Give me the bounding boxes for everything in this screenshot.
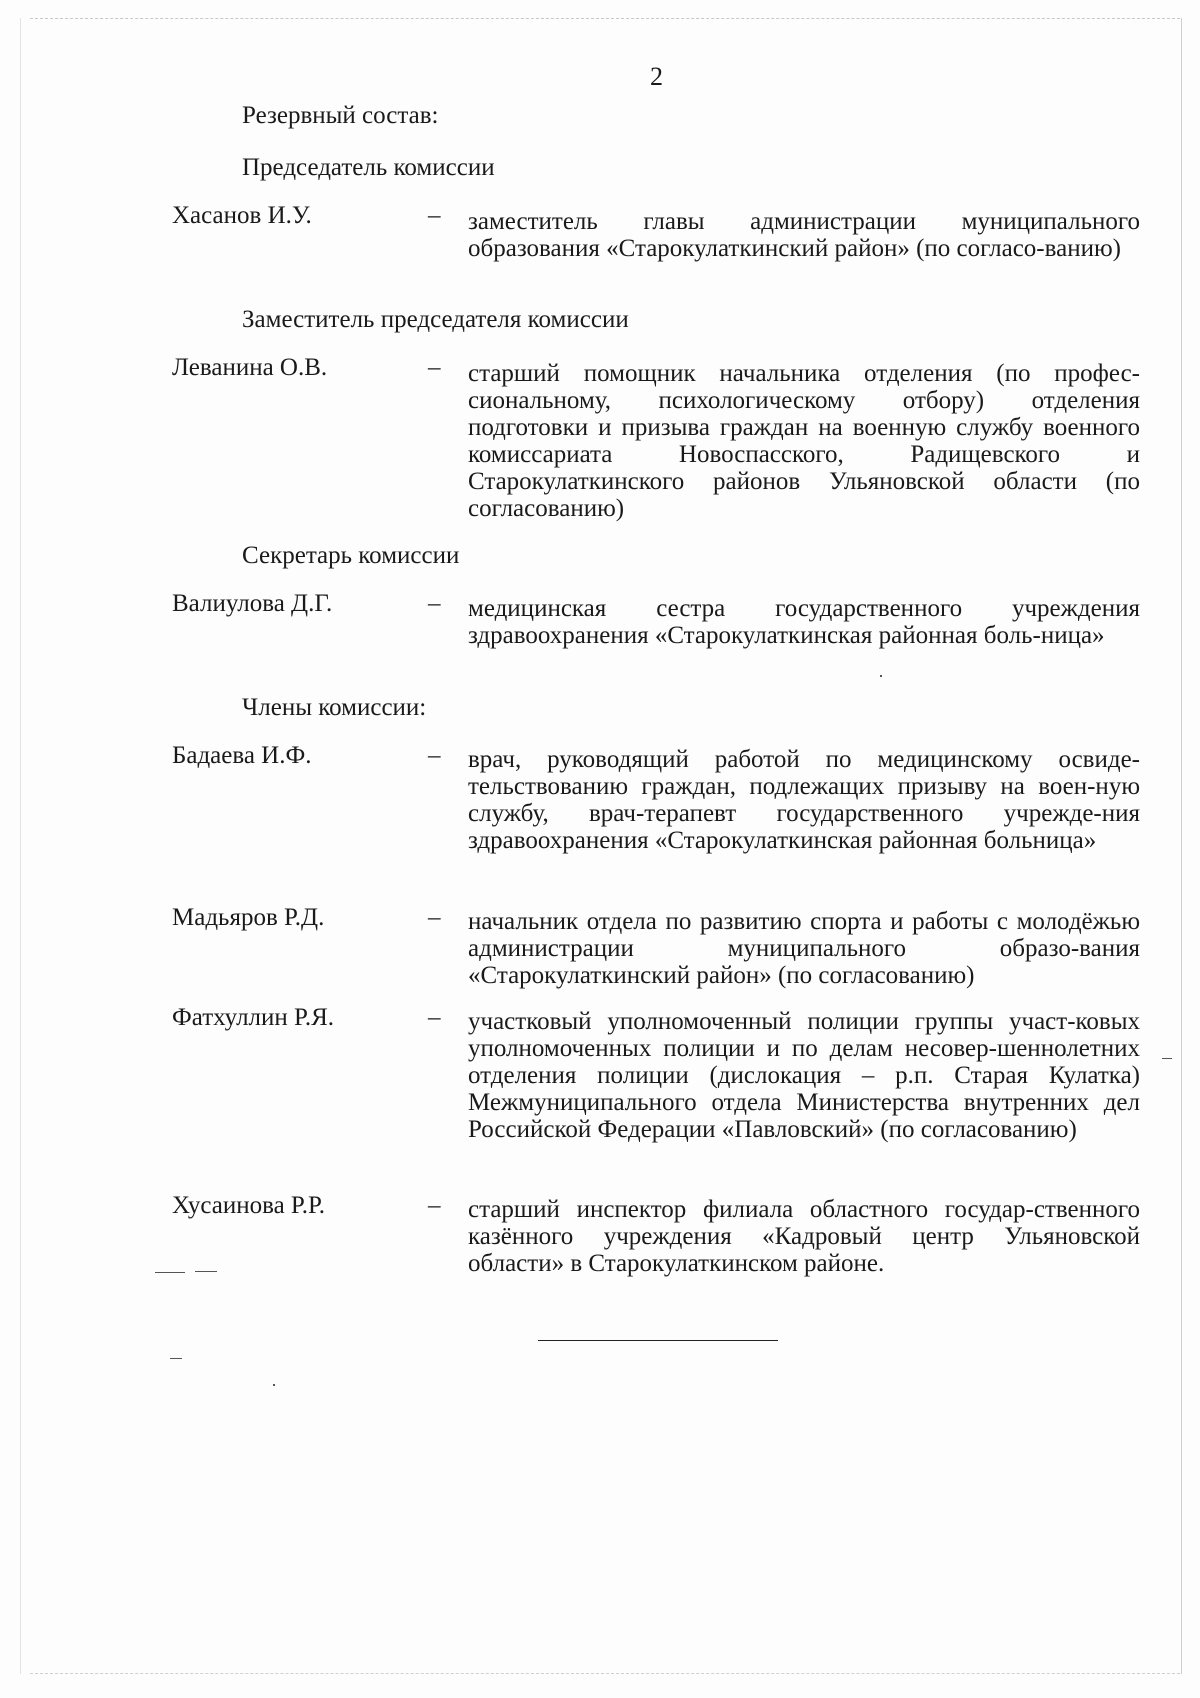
section-heading-members: Члены комиссии: bbox=[242, 694, 427, 721]
scan-edge-left bbox=[20, 18, 21, 1674]
dash-separator: – bbox=[428, 742, 441, 769]
dash-separator: – bbox=[428, 590, 441, 617]
member-name: Хусаинова Р.Р. bbox=[172, 1192, 325, 1219]
section-heading-deputy: Заместитель председателя комиссии bbox=[242, 306, 629, 333]
section-heading-reserve: Резервный состав: bbox=[242, 102, 439, 129]
member-name: Валиулова Д.Г. bbox=[172, 590, 333, 617]
end-rule bbox=[538, 1340, 778, 1341]
member-description: участковый уполномоченный полиции группы участ-ковых уполномоченных полиции и по делам несовер-шеннолетних отделения полиции (дислокация – р.п. Старая Кулатка) Межмуниципального отдела Министерства внутренних дел Российской Федерации «Павловский» (по согласованию) bbox=[468, 1008, 1140, 1143]
scan-speck bbox=[195, 1271, 217, 1272]
dash-separator: – bbox=[428, 202, 441, 229]
member-description: медицинская сестра государственного учреждения здравоохранения «Старокулаткинская районная боль-ница» bbox=[468, 595, 1140, 649]
member-description: начальник отдела по развитию спорта и работы с молодёжью администрации муниципального образо-вания «Старокулаткинский район» (по согласованию) bbox=[468, 908, 1140, 989]
dash-separator: – bbox=[428, 904, 441, 931]
page-number: 2 bbox=[650, 62, 663, 91]
dash-separator: – bbox=[428, 1004, 441, 1031]
member-name: Хасанов И.У. bbox=[172, 202, 312, 229]
section-heading-secretary: Секретарь комиссии bbox=[242, 542, 460, 569]
scan-speck bbox=[1162, 1058, 1172, 1059]
dash-separator: – bbox=[428, 354, 441, 381]
member-description: врач, руководящий работой по медицинскому освиде-тельствованию граждан, подлежащих призыву на воен-ную службу, врач-терапевт государственного учрежде-ния здравоохранения «Старокулаткинская районная больница» bbox=[468, 746, 1140, 854]
member-description: заместитель главы администрации муниципального образования «Старокулаткинский район» (по согласо-ванию) bbox=[468, 208, 1140, 262]
member-name: Фатхуллин Р.Я. bbox=[172, 1004, 334, 1031]
member-description: старший инспектор филиала областного государ-ственного казённого учреждения «Кадровый центр Ульяновской области» в Старокулаткинском районе. bbox=[468, 1196, 1140, 1277]
member-name: Мадьяров Р.Д. bbox=[172, 904, 325, 931]
section-heading-chairman: Председатель комиссии bbox=[242, 154, 495, 181]
scan-edge-right bbox=[1181, 18, 1182, 1674]
scan-speck bbox=[155, 1272, 185, 1273]
scan-speck bbox=[170, 1358, 182, 1359]
member-name: Бадаева И.Ф. bbox=[172, 742, 312, 769]
member-name: Леванина О.В. bbox=[172, 354, 328, 381]
scan-edge-top bbox=[30, 18, 1180, 19]
scan-edge-bottom bbox=[30, 1673, 1180, 1674]
scan-speck bbox=[273, 1384, 275, 1386]
scan-speck bbox=[880, 675, 882, 677]
member-description: старший помощник начальника отделения (по профес-сиональному, психологическому отбору) отделения подготовки и призыва граждан на военную службу военного комиссариата Новоспасского, Радищевского и Старокулаткинского районов Ульяновской области (по согласованию) bbox=[468, 360, 1140, 522]
dash-separator: – bbox=[428, 1192, 441, 1219]
